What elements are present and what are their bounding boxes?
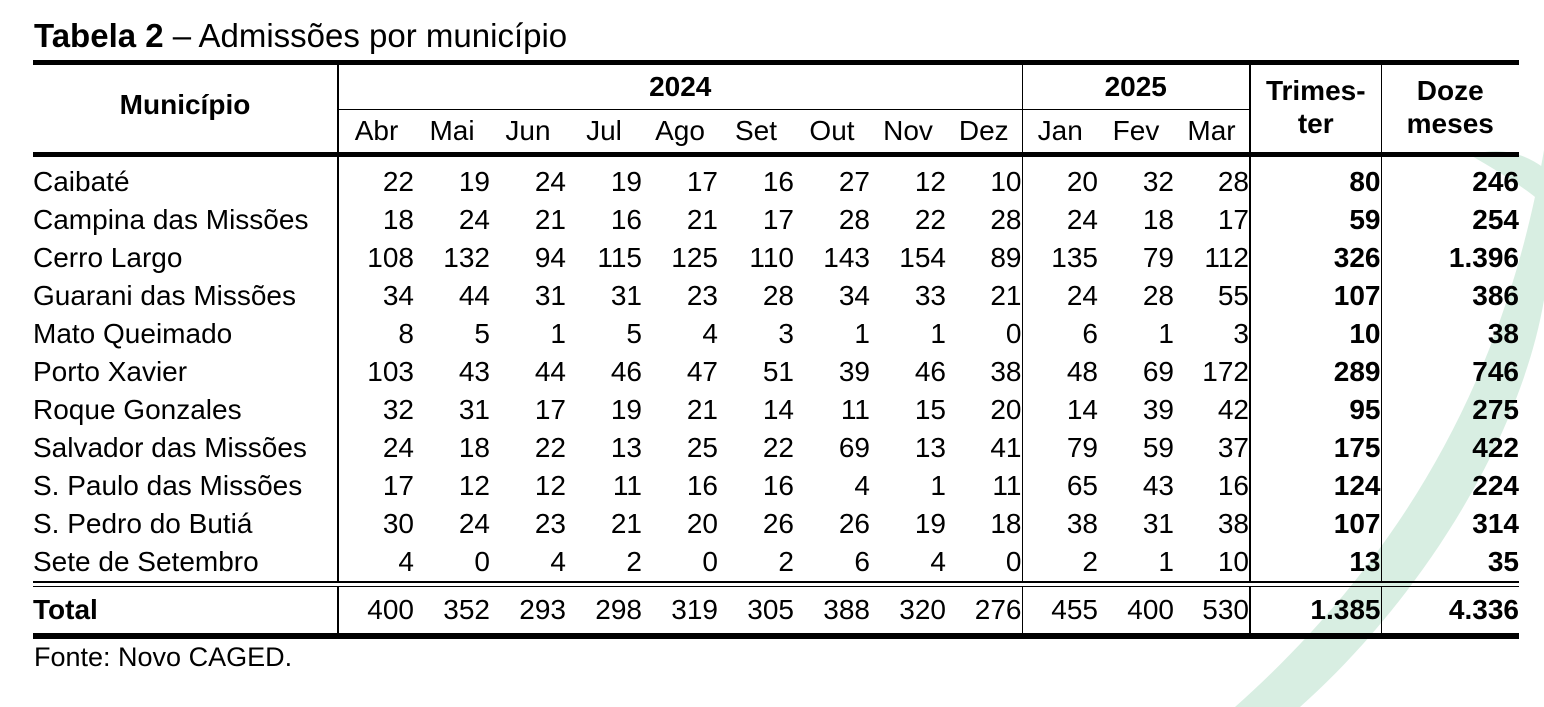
month-value: 17	[534, 394, 566, 425]
month-value: 20	[1022, 157, 1098, 201]
total-month-value: 352	[443, 594, 490, 625]
month-value: 17	[338, 467, 414, 505]
month-value: 11	[840, 394, 870, 425]
month-value: 18	[458, 432, 490, 463]
month-value: 125	[671, 242, 718, 273]
trimestre-value: 59	[1250, 201, 1381, 239]
month-header: Fev	[1098, 110, 1174, 153]
month-value: 135	[1022, 239, 1098, 277]
month-value: 10	[990, 166, 1022, 197]
table-row	[33, 391, 1519, 429]
month-value: 20	[990, 394, 1022, 425]
total-month-value: 388	[823, 594, 870, 625]
month-value: 21	[990, 280, 1022, 311]
month-value: 2	[626, 546, 642, 577]
month-value: 132	[443, 242, 490, 273]
month-value: 24	[534, 166, 566, 197]
month-value: 22	[534, 432, 566, 463]
month-value: 38	[990, 356, 1022, 387]
total-month-value: 400	[338, 587, 414, 634]
month-value: 10	[1217, 546, 1249, 577]
doze-meses-value: 254	[1381, 201, 1519, 239]
table-title	[34, 14, 567, 58]
month-value: 21	[686, 394, 718, 425]
trimestre-value: 13	[1250, 543, 1381, 582]
month-value: 1	[930, 470, 946, 501]
month-value: 0	[702, 546, 718, 577]
month-header: Jan	[1022, 110, 1098, 153]
year-2025-header: 2025	[1022, 65, 1250, 110]
month-value: 31	[534, 280, 566, 311]
month-value: 26	[838, 508, 870, 539]
month-value: 33	[914, 280, 946, 311]
month-value: 51	[762, 356, 794, 387]
month-value: 19	[610, 394, 642, 425]
month-value: 115	[597, 242, 642, 273]
month-value: 12	[534, 470, 566, 501]
doze-meses-value: 386	[1381, 277, 1519, 315]
month-value: 0	[1005, 546, 1022, 577]
trimestre-header	[1250, 65, 1381, 152]
month-value: 24	[1022, 277, 1098, 315]
month-header: Ago	[642, 110, 718, 153]
total-month-value: 298	[595, 594, 642, 625]
month-value: 34	[838, 280, 870, 311]
month-value: 31	[610, 280, 642, 311]
month-value: 23	[686, 280, 718, 311]
month-value: 13	[610, 432, 642, 463]
month-value: 24	[1022, 201, 1098, 239]
month-value: 69	[838, 432, 870, 463]
table-row	[33, 543, 1519, 582]
total-month-value: 293	[519, 594, 566, 625]
month-value: 1	[1158, 546, 1174, 577]
month-value: 39	[1142, 394, 1174, 425]
source-note: Fonte: Novo CAGED.	[34, 642, 293, 672]
month-value: 19	[914, 508, 946, 539]
month-header: Abr	[338, 110, 414, 153]
bottom-rule	[33, 633, 1519, 639]
month-value: 5	[626, 318, 642, 349]
month-value: 39	[838, 356, 870, 387]
month-value: 4	[338, 543, 414, 582]
municipio-name: Mato Queimado	[33, 318, 233, 349]
month-value: 48	[1022, 353, 1098, 391]
doze-meses-value: 246	[1381, 157, 1519, 201]
doze-meses-value: 1.396	[1381, 239, 1519, 277]
table-row	[33, 505, 1519, 543]
month-value: 12	[458, 470, 490, 501]
month-header: Nov	[870, 110, 946, 153]
year-header-row	[33, 65, 1519, 110]
month-value: 16	[762, 470, 794, 501]
trimestre-value: 289	[1250, 353, 1381, 391]
month-header: Dez	[946, 110, 1022, 153]
month-value: 21	[686, 204, 718, 235]
month-value: 143	[823, 242, 870, 273]
trimestre-header-line2: ter	[1297, 107, 1334, 139]
total-label: Total	[33, 594, 98, 625]
month-value: 31	[1142, 508, 1174, 539]
month-value: 32	[338, 391, 414, 429]
month-value: 2	[1022, 543, 1098, 582]
month-value: 14	[1022, 391, 1098, 429]
month-value: 3	[778, 318, 794, 349]
month-value: 1	[930, 318, 946, 349]
month-value: 11	[612, 470, 642, 501]
table-row	[33, 467, 1519, 505]
doze-meses-value: 746	[1381, 353, 1519, 391]
table-row	[33, 239, 1519, 277]
doze-meses-value: 275	[1381, 391, 1519, 429]
month-header: Mai	[414, 110, 490, 153]
total-month-value: 276	[974, 594, 1022, 625]
month-value: 18	[338, 201, 414, 239]
month-value: 22	[914, 204, 946, 235]
month-value: 4	[930, 546, 946, 577]
municipio-name: Salvador das Missões	[33, 432, 307, 463]
total-month-value: 320	[899, 594, 946, 625]
month-value: 46	[914, 356, 946, 387]
month-value: 47	[686, 356, 718, 387]
doze-header-line1: Doze	[1416, 74, 1484, 106]
table-row	[33, 353, 1519, 391]
total-doze-meses-value: 4.336	[1381, 587, 1519, 634]
month-value: 0	[1005, 318, 1022, 349]
month-header: Out	[794, 110, 870, 153]
total-month-value: 319	[671, 594, 718, 625]
trimestre-value: 107	[1250, 277, 1381, 315]
month-value: 28	[990, 204, 1022, 235]
table-title-number: Tabela 2	[34, 17, 164, 54]
doze-meses-header	[1381, 65, 1519, 152]
month-value: 21	[534, 204, 566, 235]
month-value: 44	[458, 280, 490, 311]
month-value: 112	[1204, 242, 1249, 273]
table-row	[33, 201, 1519, 239]
table-title-text: – Admissões por município	[163, 17, 568, 54]
month-value: 23	[534, 508, 566, 539]
doze-meses-value: 422	[1381, 429, 1519, 467]
month-value: 34	[338, 277, 414, 315]
month-header: Mar	[1174, 110, 1250, 153]
month-value: 38	[1022, 505, 1098, 543]
month-value: 20	[686, 508, 718, 539]
month-value: 22	[762, 432, 794, 463]
month-value: 16	[1217, 470, 1249, 501]
month-value: 13	[914, 432, 946, 463]
month-value: 4	[854, 470, 870, 501]
month-value: 108	[338, 239, 414, 277]
trimestre-value: 107	[1250, 505, 1381, 543]
trimestre-value: 80	[1250, 157, 1381, 201]
month-value: 24	[338, 429, 414, 467]
month-value: 26	[762, 508, 794, 539]
table-row	[33, 157, 1519, 201]
municipio-name: Caibaté	[33, 166, 130, 197]
month-value: 19	[458, 166, 490, 197]
month-value: 89	[990, 242, 1022, 273]
trimestre-value: 124	[1250, 467, 1381, 505]
municipio-name: Roque Gonzales	[33, 394, 242, 425]
municipio-name: Sete de Setembro	[33, 546, 259, 577]
month-value: 4	[550, 546, 566, 577]
month-value: 0	[474, 546, 490, 577]
total-trimestre-value: 1.385	[1250, 587, 1381, 634]
month-value: 44	[534, 356, 566, 387]
month-value: 154	[899, 242, 946, 273]
month-value: 59	[1142, 432, 1174, 463]
month-value: 12	[914, 166, 946, 197]
month-value: 19	[610, 166, 642, 197]
municipio-name: S. Pedro do Butiá	[33, 508, 253, 539]
month-value: 27	[838, 166, 870, 197]
municipio-name: S. Paulo das Missões	[33, 470, 303, 501]
month-value: 28	[1217, 166, 1249, 197]
doze-header-line2: meses	[1406, 107, 1494, 139]
month-value: 15	[914, 394, 946, 425]
month-value: 28	[838, 204, 870, 235]
month-value: 28	[762, 280, 794, 311]
month-value: 38	[1217, 508, 1249, 539]
month-value: 18	[990, 508, 1022, 539]
month-value: 5	[474, 318, 490, 349]
total-month-value: 530	[1202, 594, 1249, 625]
month-value: 41	[990, 432, 1022, 463]
month-value: 46	[610, 356, 642, 387]
month-value: 79	[1022, 429, 1098, 467]
trimestre-value: 95	[1250, 391, 1381, 429]
municipio-name: Campina das Missões	[33, 204, 309, 235]
doze-meses-value: 224	[1381, 467, 1519, 505]
month-value: 30	[338, 505, 414, 543]
month-value: 65	[1022, 467, 1098, 505]
month-value: 16	[610, 204, 642, 235]
month-value: 24	[458, 204, 490, 235]
month-value: 2	[778, 546, 794, 577]
month-header: Jul	[566, 110, 642, 153]
trimestre-value: 175	[1250, 429, 1381, 467]
doze-meses-value: 38	[1381, 315, 1519, 353]
municipio-name: Cerro Largo	[33, 242, 183, 273]
month-value: 16	[686, 470, 718, 501]
month-value: 1	[1158, 318, 1174, 349]
trimestre-header-line1: Trimes-	[1265, 74, 1366, 106]
doze-meses-value: 35	[1381, 543, 1519, 582]
municipio-name: Porto Xavier	[33, 356, 188, 387]
month-value: 8	[338, 315, 414, 353]
month-value: 172	[1202, 356, 1249, 387]
month-value: 110	[749, 242, 794, 273]
month-value: 32	[1142, 166, 1174, 197]
month-value: 16	[762, 166, 794, 197]
doze-meses-value: 314	[1381, 505, 1519, 543]
month-value: 42	[1217, 394, 1249, 425]
trimestre-value: 326	[1250, 239, 1381, 277]
month-value: 25	[686, 432, 718, 463]
table-row	[33, 277, 1519, 315]
admissions-table	[33, 60, 1519, 639]
year-2024-header: 2024	[338, 65, 1022, 110]
table-row	[33, 315, 1519, 353]
table-row	[33, 429, 1519, 467]
month-header: Jun	[490, 110, 566, 153]
month-value: 3	[1233, 318, 1249, 349]
total-month-value: 305	[747, 594, 794, 625]
municipio-name: Guarani das Missões	[33, 280, 297, 311]
month-value: 6	[1022, 315, 1098, 353]
month-value: 17	[1217, 204, 1249, 235]
month-value: 4	[702, 318, 718, 349]
month-value: 43	[1142, 470, 1174, 501]
trimestre-value: 10	[1250, 315, 1381, 353]
month-value: 11	[992, 470, 1022, 501]
month-value: 14	[762, 394, 794, 425]
municipio-header: Município	[119, 88, 251, 120]
month-value: 28	[1142, 280, 1174, 311]
month-value: 18	[1142, 204, 1174, 235]
month-value: 17	[762, 204, 794, 235]
month-value: 37	[1217, 432, 1249, 463]
month-value: 79	[1142, 242, 1174, 273]
month-value: 17	[686, 166, 718, 197]
month-value: 22	[338, 157, 414, 201]
month-value: 103	[338, 353, 414, 391]
total-month-value: 455	[1022, 587, 1098, 634]
month-value: 94	[534, 242, 566, 273]
month-value: 55	[1217, 280, 1249, 311]
month-value: 1	[854, 318, 870, 349]
month-value: 69	[1142, 356, 1174, 387]
month-value: 6	[854, 546, 870, 577]
total-month-value: 400	[1127, 594, 1174, 625]
month-value: 24	[458, 508, 490, 539]
month-header: Set	[718, 110, 794, 153]
month-value: 1	[550, 318, 566, 349]
month-value: 43	[458, 356, 490, 387]
month-value: 31	[458, 394, 490, 425]
total-row	[33, 587, 1519, 634]
month-value: 21	[610, 508, 642, 539]
